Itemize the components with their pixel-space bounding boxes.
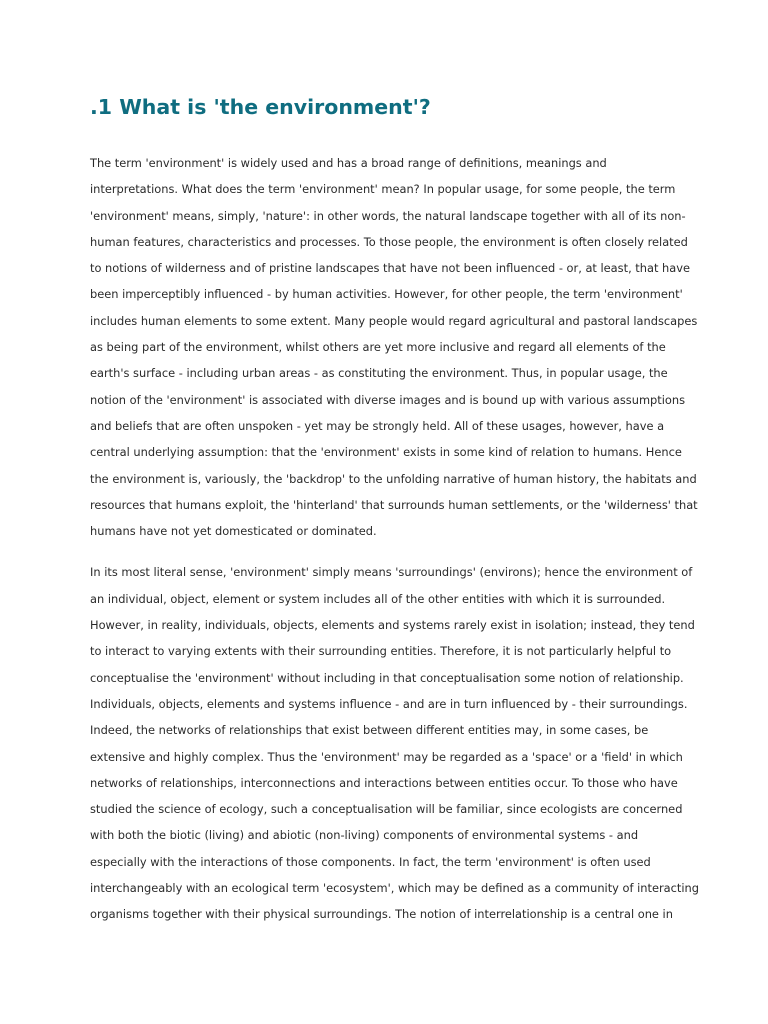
paragraph-line: central underlying assumption: that the 'environment' exists in some kind of relation to humans. Hence (90, 445, 682, 460)
paragraph-line: notion of the 'environment' is associated with diverse images and is bound up with various assumptions (90, 392, 686, 407)
paragraph-line: to notions of wilderness and of pristine landscapes that have not been influenced - or, at least, that have (90, 261, 691, 276)
paragraph-line: an individual, object, element or system includes all of the other entities with which it is surrounded. (90, 591, 666, 606)
paragraph-line: been imperceptibly influenced - by human activities. However, for other people, the term 'environment' (90, 287, 683, 302)
paragraph-line: Indeed, the networks of relationships that exist between different entities may, in some cases, be (90, 723, 649, 738)
paragraph (90, 559, 699, 927)
paragraph-line: 'environment' means, simply, 'nature': in other words, the natural landscape together with all of its non- (90, 208, 686, 223)
paragraph-line: studied the science of ecology, such a conceptualisation will be familiar, since ecologists are concerned (90, 802, 683, 817)
paragraph-line: In its most literal sense, 'environment' simply means 'surroundings' (environs); hence the environment of (90, 565, 693, 580)
paragraph-line: Individuals, objects, elements and systems influence - and are in turn influenced by - their surroundings. (90, 696, 688, 711)
paragraph-line: earth's surface - including urban areas - as constituting the environment. Thus, in popular usage, the (90, 366, 668, 381)
paragraph-line: includes human elements to some extent. Many people would regard agricultural and pastoral landscapes (90, 313, 698, 328)
paragraph-line: conceptualise the 'environment' without including in that conceptualisation some notion of relationship. (90, 670, 684, 685)
paragraph-line: organisms together with their physical surroundings. The notion of interrelationship is a central one in (90, 907, 673, 922)
paragraph-line: However, in reality, individuals, objects, elements and systems rarely exist in isolation; instead, they tend (90, 618, 695, 633)
paragraph-line: The term 'environment' is widely used and has a broad range of definitions, meanings and (90, 156, 607, 170)
paragraph-line: extensive and highly complex. Thus the 'environment' may be regarded as a 'space' or a 'field' in which (90, 749, 683, 764)
paragraph-line: as being part of the environment, whilst others are yet more inclusive and regard all elements of the (90, 340, 666, 355)
paragraph-line: with both the biotic (living) and abiotic (non-living) components of environmental systems - and (90, 828, 639, 843)
paragraph-line: resources that humans exploit, the 'hinterland' that surrounds human settlements, or the 'wilderness' that (90, 497, 698, 512)
paragraph-line: interchangeably with an ecological term 'ecosystem', which may be defined as a community of interacting (90, 881, 699, 896)
paragraph-line: humans have not yet domesticated or dominated. (90, 524, 377, 539)
paragraph-line: networks of relationships, interconnections and interactions between entities occur. To those who have (90, 775, 678, 790)
paragraph-line: interpretations. What does the term 'environment' mean? In popular usage, for some people, the term (90, 182, 676, 197)
paragraph (90, 150, 698, 544)
section-heading: .1 What is 'the environment'? (90, 95, 431, 119)
paragraph-line: human features, characteristics and processes. To those people, the environment is often closely related (90, 234, 688, 249)
paragraph-line: to interact to varying extents with their surrounding entities. Therefore, it is not particularly helpful to (90, 644, 672, 659)
paragraph-line: and beliefs that are often unspoken - yet may be strongly held. All of these usages, however, have a (90, 418, 665, 433)
paragraph-line: the environment is, variously, the 'backdrop' to the unfolding narrative of human history, the habitats and (90, 471, 697, 486)
paragraph-line: especially with the interactions of those components. In fact, the term 'environment' is often used (90, 854, 651, 869)
document-body (90, 150, 699, 928)
